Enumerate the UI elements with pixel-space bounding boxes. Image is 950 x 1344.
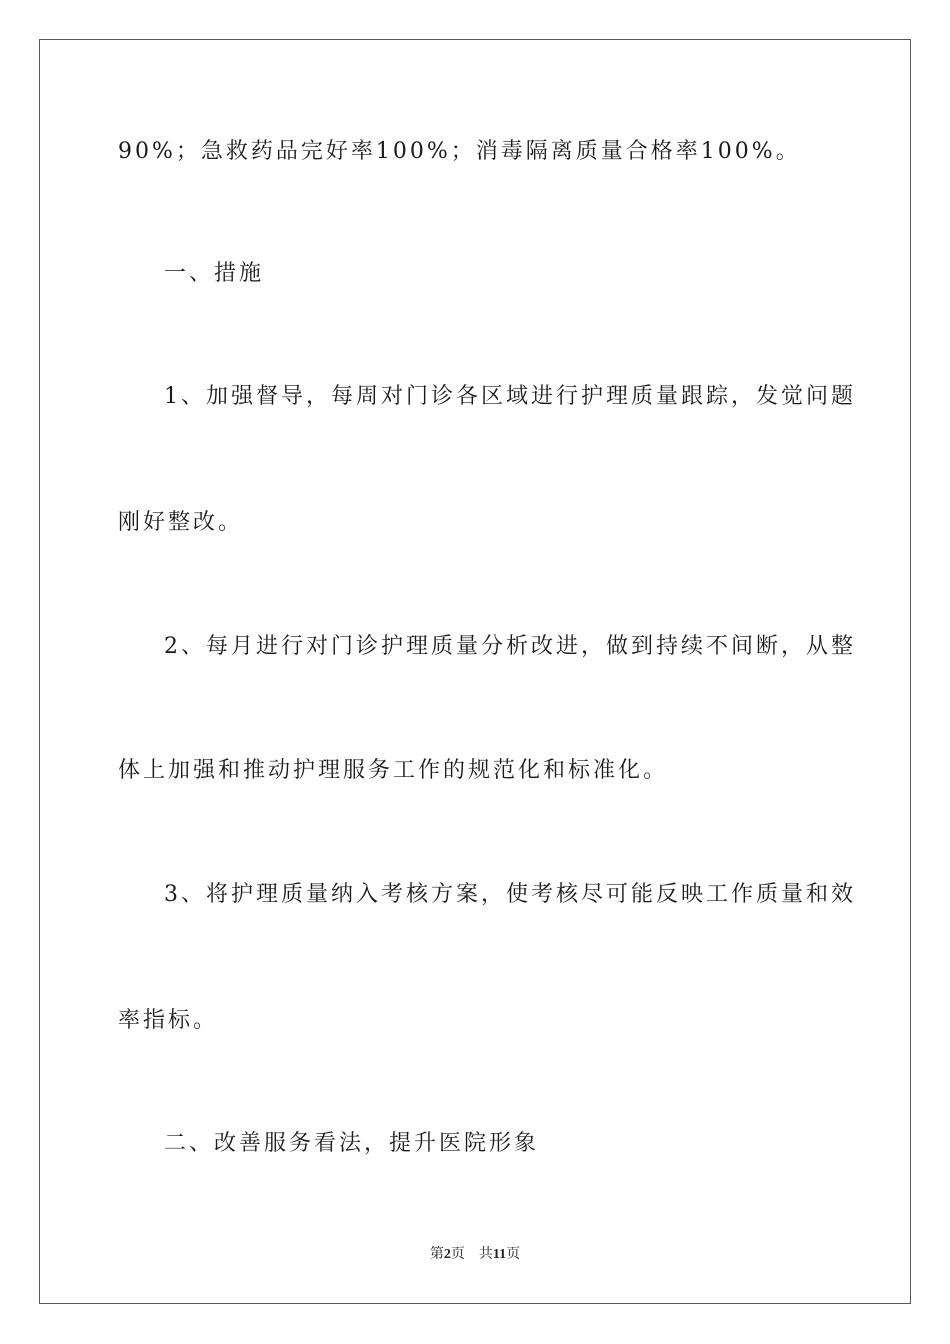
footer-page-number: 2: [443, 1247, 451, 1262]
text-line-measure-3a: 3、将护理质量纳入考核方案，使考核尽可能反映工作质量和效: [164, 882, 856, 907]
text-line-measure-1a: 1、加强督导，每周对门诊各区域进行护理质量跟踪，发觉问题: [164, 384, 856, 409]
text-line-measure-3b: 率指标。: [118, 1008, 219, 1033]
page-border: [39, 39, 911, 1304]
section-heading-service: 二、改善服务看法，提升医院形象: [164, 1131, 540, 1156]
text-line-measure-2a: 2、每月进行对门诊护理质量分析改进，做到持续不间断，从整: [164, 634, 856, 659]
footer-page-suffix: 页: [450, 1247, 465, 1262]
section-heading-measures: 一、措施: [164, 261, 265, 286]
footer-total-number: 11: [492, 1247, 507, 1262]
footer-total-suffix: 页: [506, 1247, 521, 1262]
page-footer: [0, 1246, 950, 1264]
text-line-measure-1b: 刚好整改。: [118, 510, 244, 535]
footer-page-prefix: 第: [429, 1247, 444, 1262]
text-line-1: 90%；急救药品完好率100%；消毒隔离质量合格率100%。: [118, 139, 801, 164]
footer-total-prefix: 共: [478, 1247, 493, 1262]
text-line-measure-2b: 体上加强和推动护理服务工作的规范化和标准化。: [118, 758, 669, 783]
